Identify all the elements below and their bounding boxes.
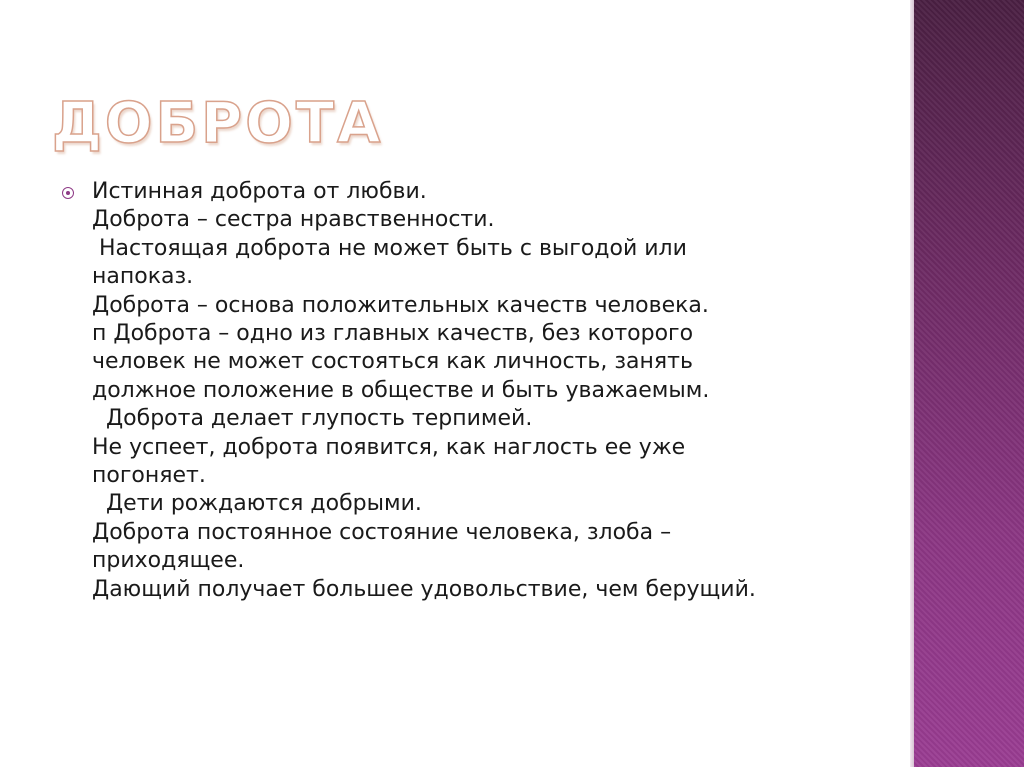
circle-bullet-icon xyxy=(62,187,74,199)
body-line: Не успеет, доброта появится, как наглость ее уже xyxy=(92,434,686,460)
body-line: Дети рождаются добрыми. xyxy=(92,491,422,517)
bullet-item xyxy=(60,178,890,604)
slide-body xyxy=(60,178,890,604)
body-line: приходящее. xyxy=(92,548,245,574)
body-line: Дающий получает большее удовольствие, чем берущий. xyxy=(92,576,756,602)
body-line: Истинная доброта от любви. xyxy=(92,179,427,204)
body-line: Доброта постоянное состояние человека, злоба – xyxy=(92,519,672,545)
body-line: человек не может состояться как личность, занять xyxy=(92,349,693,375)
body-line: Доброта – сестра нравственности. xyxy=(92,207,495,233)
decorative-side-band xyxy=(914,0,1024,767)
body-line: Доброта делает глупость терпимей. xyxy=(92,406,533,432)
body-line: должное положение в обществе и быть уважаемым. xyxy=(92,377,710,403)
slide-title: ДОБРОТА xyxy=(52,91,384,156)
body-line: напоказ. xyxy=(92,264,194,290)
body-line: погоняет. xyxy=(92,463,206,489)
body-line: п Доброта – одно из главных качеств, без которого xyxy=(92,321,694,347)
body-line: Доброта – основа положительных качеств человека. xyxy=(92,292,709,318)
body-line: Настоящая доброта не может быть с выгодой или xyxy=(92,235,687,261)
